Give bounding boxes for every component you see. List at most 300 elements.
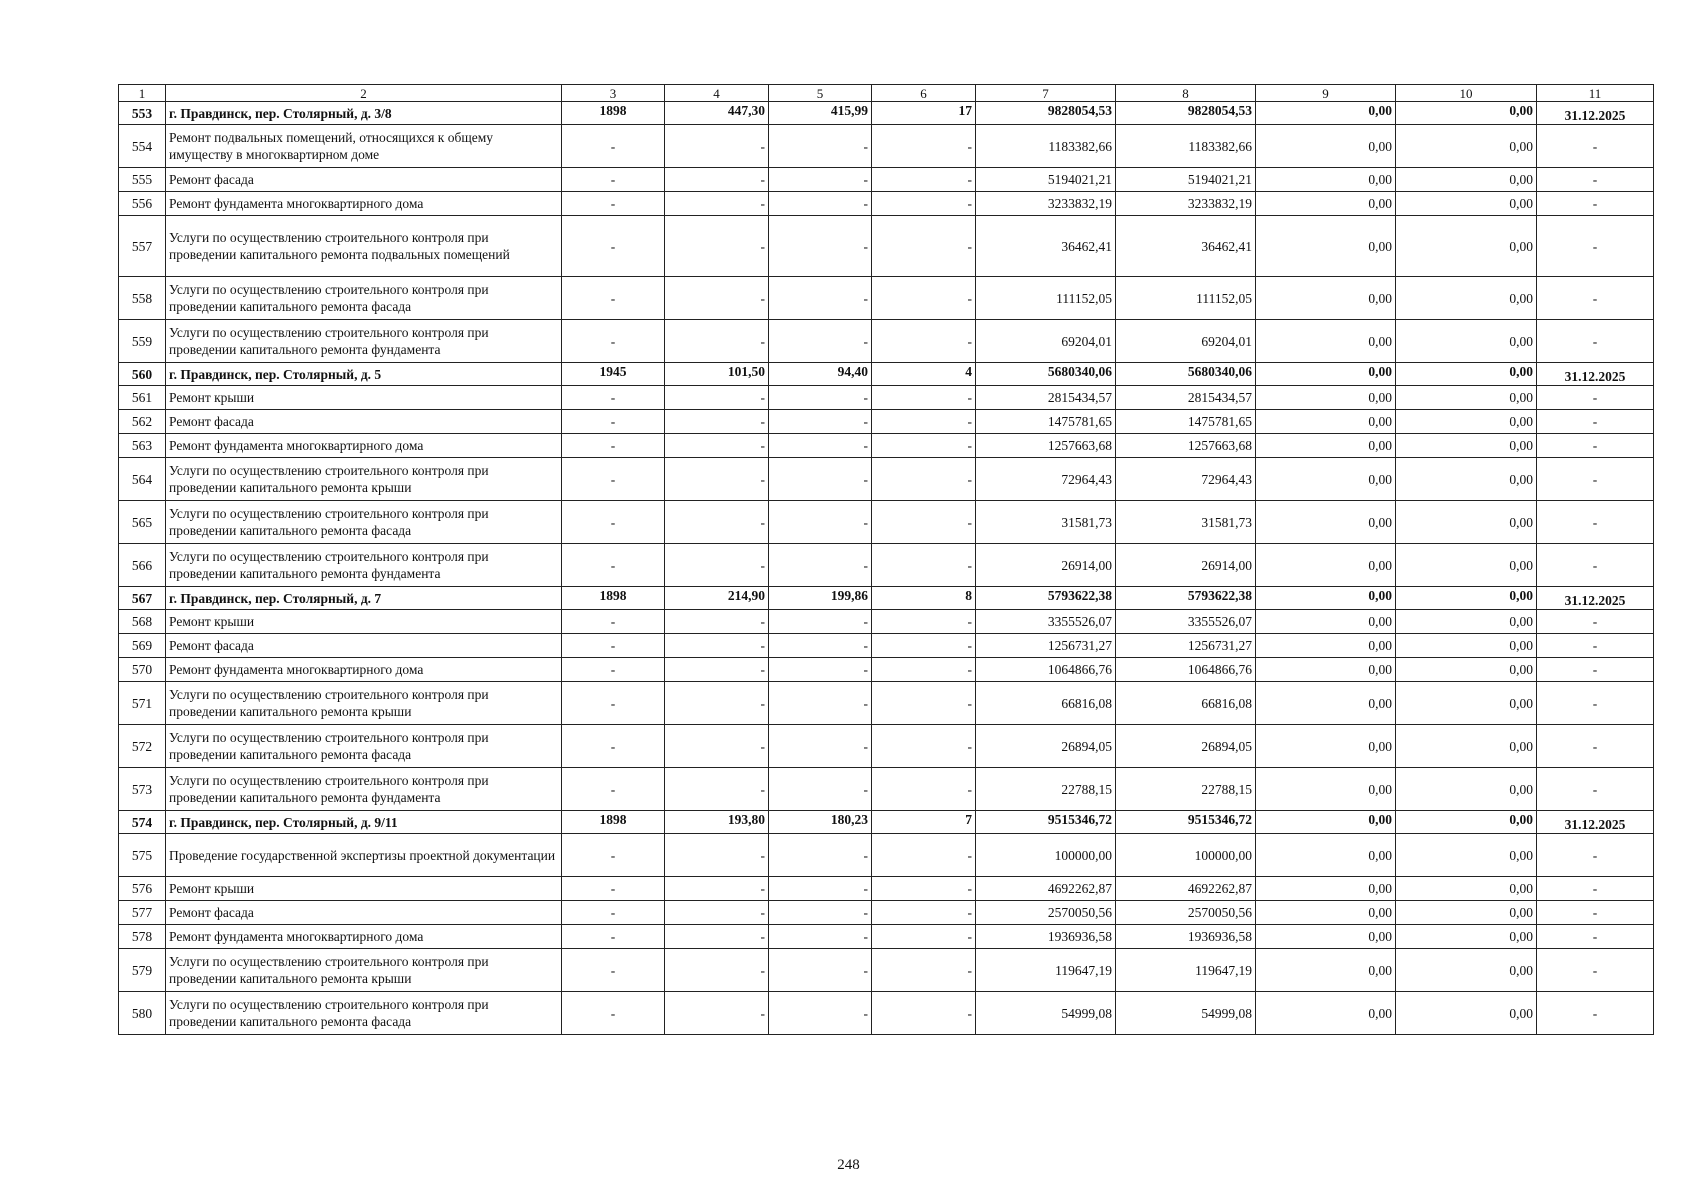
cell-col11: - — [1537, 901, 1654, 925]
cell-col9: 0,00 — [1256, 610, 1396, 634]
cell-col10: 0,00 — [1396, 587, 1537, 610]
cell-col5: - — [769, 216, 872, 277]
cell-col11: - — [1537, 544, 1654, 587]
cell-col10: 0,00 — [1396, 363, 1537, 386]
cell-col6: - — [872, 458, 976, 501]
cell-col5: - — [769, 834, 872, 877]
cell-col7: 1183382,66 — [976, 125, 1116, 168]
work-name: Ремонт крыши — [166, 877, 562, 901]
cell-col3: - — [562, 992, 665, 1035]
cell-col4: - — [665, 658, 769, 682]
cell-col7: 5680340,06 — [976, 363, 1116, 386]
cell-col4: - — [665, 925, 769, 949]
cell-col8: 1257663,68 — [1116, 434, 1256, 458]
cell-col3: - — [562, 725, 665, 768]
cell-col11: - — [1537, 501, 1654, 544]
cell-col5: - — [769, 682, 872, 725]
cell-col3: - — [562, 125, 665, 168]
cell-col3: 1898 — [562, 102, 665, 125]
cell-col8: 31581,73 — [1116, 501, 1256, 544]
cell-col5: - — [769, 434, 872, 458]
cell-col10: 0,00 — [1396, 634, 1537, 658]
cell-col8: 36462,41 — [1116, 216, 1256, 277]
page-number: 248 — [837, 1157, 860, 1173]
table-row — [119, 634, 1654, 658]
work-name: Услуги по осуществлению строительного контроля при проведении капитального ремонта фундамента — [166, 768, 562, 811]
cell-col6: - — [872, 386, 976, 410]
cell-col10: 0,00 — [1396, 725, 1537, 768]
cell-col4: - — [665, 949, 769, 992]
cell-col8: 1475781,65 — [1116, 410, 1256, 434]
cell-col3: - — [562, 386, 665, 410]
cell-col5: 415,99 — [769, 102, 872, 125]
cell-col9: 0,00 — [1256, 125, 1396, 168]
cell-col7: 1256731,27 — [976, 634, 1116, 658]
cell-col7: 72964,43 — [976, 458, 1116, 501]
work-name: Услуги по осуществлению строительного контроля при проведении капитального ремонта фасада — [166, 725, 562, 768]
cell-col4: - — [665, 768, 769, 811]
cell-col4: - — [665, 410, 769, 434]
cell-col4: - — [665, 634, 769, 658]
table-row — [119, 386, 1654, 410]
cell-col11: - — [1537, 768, 1654, 811]
cell-col11: - — [1537, 925, 1654, 949]
cell-col3: - — [562, 949, 665, 992]
cell-col10: 0,00 — [1396, 877, 1537, 901]
cell-col4: - — [665, 544, 769, 587]
work-name: Услуги по осуществлению строительного контроля при проведении капитального ремонта фасада — [166, 992, 562, 1035]
table-row — [119, 458, 1654, 501]
table-row — [119, 992, 1654, 1035]
cell-col7: 1064866,76 — [976, 658, 1116, 682]
cell-col5: - — [769, 610, 872, 634]
cell-col9: 0,00 — [1256, 811, 1396, 834]
cell-col5: - — [769, 901, 872, 925]
cell-col4: - — [665, 901, 769, 925]
cell-col6: - — [872, 877, 976, 901]
cell-col11: - — [1537, 992, 1654, 1035]
cell-col4: 193,80 — [665, 811, 769, 834]
cell-col3: - — [562, 216, 665, 277]
cell-col9: 0,00 — [1256, 949, 1396, 992]
table-row — [119, 192, 1654, 216]
row-number: 576 — [119, 877, 166, 901]
row-number: 575 — [119, 834, 166, 877]
cell-col6: - — [872, 277, 976, 320]
cell-col9: 0,00 — [1256, 725, 1396, 768]
cell-col11: - — [1537, 125, 1654, 168]
cell-col10: 0,00 — [1396, 925, 1537, 949]
cell-col6: - — [872, 682, 976, 725]
cell-col5: - — [769, 768, 872, 811]
cell-col3: - — [562, 277, 665, 320]
cell-col11: - — [1537, 834, 1654, 877]
cell-col8: 69204,01 — [1116, 320, 1256, 363]
cell-col4: - — [665, 834, 769, 877]
row-number: 562 — [119, 410, 166, 434]
cell-col4: - — [665, 682, 769, 725]
cell-col7: 2570050,56 — [976, 901, 1116, 925]
cell-col6: 8 — [872, 587, 976, 610]
cell-col5: - — [769, 877, 872, 901]
row-number: 577 — [119, 901, 166, 925]
row-number: 565 — [119, 501, 166, 544]
cell-col10: 0,00 — [1396, 768, 1537, 811]
cell-col8: 1183382,66 — [1116, 125, 1256, 168]
cell-col6: - — [872, 768, 976, 811]
work-name: Услуги по осуществлению строительного контроля при проведении капитального ремонта фасада — [166, 277, 562, 320]
column-number-header-row — [119, 85, 1654, 102]
cell-col8: 72964,43 — [1116, 458, 1256, 501]
row-number: 567 — [119, 587, 166, 610]
cell-col7: 1257663,68 — [976, 434, 1116, 458]
cell-col8: 1256731,27 — [1116, 634, 1256, 658]
column-header: 11 — [1537, 85, 1654, 102]
cell-col6: - — [872, 901, 976, 925]
cell-col10: 0,00 — [1396, 544, 1537, 587]
table-row — [119, 434, 1654, 458]
row-number: 571 — [119, 682, 166, 725]
row-number: 556 — [119, 192, 166, 216]
cell-col9: 0,00 — [1256, 634, 1396, 658]
cell-col5: - — [769, 658, 872, 682]
cell-col7: 31581,73 — [976, 501, 1116, 544]
work-name: Ремонт фундамента многоквартирного дома — [166, 434, 562, 458]
cell-col11: - — [1537, 610, 1654, 634]
column-header: 4 — [665, 85, 769, 102]
table-row — [119, 658, 1654, 682]
cell-col5: - — [769, 458, 872, 501]
work-name: г. Правдинск, пер. Столярный, д. 9/11 — [166, 811, 562, 834]
cell-col5: 199,86 — [769, 587, 872, 610]
cell-col8: 26914,00 — [1116, 544, 1256, 587]
cell-col8: 5793622,38 — [1116, 587, 1256, 610]
cell-col4: - — [665, 277, 769, 320]
cell-col7: 1475781,65 — [976, 410, 1116, 434]
cell-col4: - — [665, 458, 769, 501]
cell-col5: - — [769, 192, 872, 216]
row-number: 573 — [119, 768, 166, 811]
cell-col8: 9828054,53 — [1116, 102, 1256, 125]
table-row — [119, 216, 1654, 277]
cell-col8: 1064866,76 — [1116, 658, 1256, 682]
cell-col6: - — [872, 949, 976, 992]
cell-col4: 447,30 — [665, 102, 769, 125]
cell-col6: - — [872, 434, 976, 458]
cell-col10: 0,00 — [1396, 992, 1537, 1035]
cell-col5: - — [769, 544, 872, 587]
cell-col3: - — [562, 320, 665, 363]
cell-col5: - — [769, 925, 872, 949]
cell-col9: 0,00 — [1256, 386, 1396, 410]
cell-col7: 9515346,72 — [976, 811, 1116, 834]
work-name: Услуги по осуществлению строительного контроля при проведении капитального ремонта крыши — [166, 949, 562, 992]
cell-col10: 0,00 — [1396, 658, 1537, 682]
address-row — [119, 587, 1654, 610]
work-name: Ремонт фундамента многоквартирного дома — [166, 925, 562, 949]
table-row — [119, 768, 1654, 811]
cell-col3: - — [562, 901, 665, 925]
cell-col8: 54999,08 — [1116, 992, 1256, 1035]
cell-col7: 3233832,19 — [976, 192, 1116, 216]
cell-col4: - — [665, 192, 769, 216]
cell-col11: - — [1537, 192, 1654, 216]
cell-col8: 2815434,57 — [1116, 386, 1256, 410]
column-header: 7 — [976, 85, 1116, 102]
column-header: 9 — [1256, 85, 1396, 102]
table-body — [119, 85, 1654, 1035]
cell-col4: - — [665, 434, 769, 458]
row-number: 554 — [119, 125, 166, 168]
cell-col8: 4692262,87 — [1116, 877, 1256, 901]
cell-col6: - — [872, 725, 976, 768]
work-name: г. Правдинск, пер. Столярный, д. 5 — [166, 363, 562, 386]
work-name: г. Правдинск, пер. Столярный, д. 7 — [166, 587, 562, 610]
column-header: 1 — [119, 85, 166, 102]
table-row — [119, 501, 1654, 544]
cell-col3: - — [562, 501, 665, 544]
row-number: 558 — [119, 277, 166, 320]
cell-col10: 0,00 — [1396, 410, 1537, 434]
cell-col10: 0,00 — [1396, 192, 1537, 216]
cell-col6: 4 — [872, 363, 976, 386]
row-number: 555 — [119, 168, 166, 192]
cell-col11: - — [1537, 458, 1654, 501]
cell-col6: - — [872, 610, 976, 634]
table-row — [119, 877, 1654, 901]
cell-col11: - — [1537, 682, 1654, 725]
row-number: 579 — [119, 949, 166, 992]
cell-col7: 100000,00 — [976, 834, 1116, 877]
cell-col10: 0,00 — [1396, 682, 1537, 725]
cell-col8: 5194021,21 — [1116, 168, 1256, 192]
cell-col6: - — [872, 216, 976, 277]
cell-col10: 0,00 — [1396, 216, 1537, 277]
table-row — [119, 320, 1654, 363]
cell-col4: - — [665, 386, 769, 410]
column-header: 8 — [1116, 85, 1256, 102]
row-number: 578 — [119, 925, 166, 949]
cell-col11: - — [1537, 434, 1654, 458]
cell-col4: - — [665, 125, 769, 168]
cell-col5: - — [769, 992, 872, 1035]
work-name: Ремонт фасада — [166, 410, 562, 434]
row-number: 564 — [119, 458, 166, 501]
cell-col10: 0,00 — [1396, 811, 1537, 834]
cell-col10: 0,00 — [1396, 610, 1537, 634]
row-number: 580 — [119, 992, 166, 1035]
table-row — [119, 901, 1654, 925]
cell-col11: 31.12.2025 — [1537, 587, 1654, 610]
table-row — [119, 834, 1654, 877]
cell-col10: 0,00 — [1396, 501, 1537, 544]
cell-col3: - — [562, 192, 665, 216]
cell-col4: - — [665, 992, 769, 1035]
cell-col3: 1898 — [562, 811, 665, 834]
table-row — [119, 544, 1654, 587]
cell-col8: 3233832,19 — [1116, 192, 1256, 216]
cell-col9: 0,00 — [1256, 501, 1396, 544]
cell-col5: - — [769, 725, 872, 768]
cell-col7: 4692262,87 — [976, 877, 1116, 901]
cell-col7: 3355526,07 — [976, 610, 1116, 634]
row-number: 561 — [119, 386, 166, 410]
cell-col8: 111152,05 — [1116, 277, 1256, 320]
cell-col9: 0,00 — [1256, 192, 1396, 216]
cell-col11: - — [1537, 168, 1654, 192]
cell-col11: - — [1537, 216, 1654, 277]
cell-col9: 0,00 — [1256, 277, 1396, 320]
cell-col11: 31.12.2025 — [1537, 363, 1654, 386]
cell-col10: 0,00 — [1396, 125, 1537, 168]
cell-col8: 9515346,72 — [1116, 811, 1256, 834]
cell-col6: 7 — [872, 811, 976, 834]
work-name: Ремонт подвальных помещений, относящихся к общему имуществу в многоквартирном доме — [166, 125, 562, 168]
work-name: Проведение государственной экспертизы проектной документации — [166, 834, 562, 877]
cell-col5: 94,40 — [769, 363, 872, 386]
cell-col7: 69204,01 — [976, 320, 1116, 363]
cell-col3: - — [562, 925, 665, 949]
cell-col7: 1936936,58 — [976, 925, 1116, 949]
column-header: 3 — [562, 85, 665, 102]
cell-col5: - — [769, 501, 872, 544]
cell-col8: 22788,15 — [1116, 768, 1256, 811]
table-row — [119, 925, 1654, 949]
cell-col7: 26894,05 — [976, 725, 1116, 768]
cell-col10: 0,00 — [1396, 949, 1537, 992]
cell-col3: - — [562, 768, 665, 811]
row-number: 566 — [119, 544, 166, 587]
work-name: г. Правдинск, пер. Столярный, д. 3/8 — [166, 102, 562, 125]
cell-col8: 119647,19 — [1116, 949, 1256, 992]
cell-col7: 111152,05 — [976, 277, 1116, 320]
work-name: Услуги по осуществлению строительного контроля при проведении капитального ремонта фасада — [166, 501, 562, 544]
table-row — [119, 168, 1654, 192]
work-name: Услуги по осуществлению строительного контроля при проведении капитального ремонта крыши — [166, 682, 562, 725]
cell-col7: 66816,08 — [976, 682, 1116, 725]
cell-col7: 5793622,38 — [976, 587, 1116, 610]
cell-col5: - — [769, 410, 872, 434]
cell-col3: - — [562, 458, 665, 501]
cell-col9: 0,00 — [1256, 925, 1396, 949]
row-number: 574 — [119, 811, 166, 834]
cell-col10: 0,00 — [1396, 458, 1537, 501]
cell-col9: 0,00 — [1256, 587, 1396, 610]
cell-col11: - — [1537, 386, 1654, 410]
cell-col4: 101,50 — [665, 363, 769, 386]
work-name: Ремонт крыши — [166, 386, 562, 410]
cell-col7: 2815434,57 — [976, 386, 1116, 410]
cell-col7: 119647,19 — [976, 949, 1116, 992]
cell-col8: 5680340,06 — [1116, 363, 1256, 386]
cell-col4: - — [665, 725, 769, 768]
cell-col3: 1898 — [562, 587, 665, 610]
cell-col10: 0,00 — [1396, 386, 1537, 410]
cell-col9: 0,00 — [1256, 992, 1396, 1035]
work-name: Ремонт фундамента многоквартирного дома — [166, 192, 562, 216]
cell-col9: 0,00 — [1256, 901, 1396, 925]
cell-col3: - — [562, 168, 665, 192]
cell-col3: 1945 — [562, 363, 665, 386]
table-row — [119, 125, 1654, 168]
cell-col3: - — [562, 658, 665, 682]
cell-col3: - — [562, 682, 665, 725]
cell-col11: - — [1537, 877, 1654, 901]
cell-col9: 0,00 — [1256, 658, 1396, 682]
row-number: 569 — [119, 634, 166, 658]
cell-col11: - — [1537, 658, 1654, 682]
cell-col4: - — [665, 216, 769, 277]
cell-col7: 5194021,21 — [976, 168, 1116, 192]
work-name: Ремонт фасада — [166, 901, 562, 925]
cell-col9: 0,00 — [1256, 102, 1396, 125]
cell-col10: 0,00 — [1396, 277, 1537, 320]
cell-col7: 22788,15 — [976, 768, 1116, 811]
cell-col8: 26894,05 — [1116, 725, 1256, 768]
table-row — [119, 610, 1654, 634]
cell-col7: 9828054,53 — [976, 102, 1116, 125]
cell-col8: 3355526,07 — [1116, 610, 1256, 634]
cell-col11: - — [1537, 725, 1654, 768]
cell-col9: 0,00 — [1256, 168, 1396, 192]
row-number: 563 — [119, 434, 166, 458]
cell-col6: - — [872, 544, 976, 587]
work-name: Ремонт крыши — [166, 610, 562, 634]
cell-col9: 0,00 — [1256, 682, 1396, 725]
row-number: 553 — [119, 102, 166, 125]
work-name: Услуги по осуществлению строительного контроля при проведении капитального ремонта фундамента — [166, 544, 562, 587]
cell-col9: 0,00 — [1256, 544, 1396, 587]
address-row — [119, 102, 1654, 125]
cell-col10: 0,00 — [1396, 168, 1537, 192]
cell-col5: - — [769, 277, 872, 320]
cell-col3: - — [562, 834, 665, 877]
capital-repair-table — [118, 84, 1654, 1035]
cell-col8: 66816,08 — [1116, 682, 1256, 725]
cell-col5: - — [769, 386, 872, 410]
row-number: 557 — [119, 216, 166, 277]
cell-col6: - — [872, 320, 976, 363]
table-row — [119, 949, 1654, 992]
cell-col11: - — [1537, 949, 1654, 992]
cell-col7: 54999,08 — [976, 992, 1116, 1035]
cell-col11: - — [1537, 634, 1654, 658]
table-row — [119, 682, 1654, 725]
address-row — [119, 811, 1654, 834]
cell-col5: - — [769, 320, 872, 363]
cell-col6: - — [872, 410, 976, 434]
cell-col10: 0,00 — [1396, 434, 1537, 458]
cell-col10: 0,00 — [1396, 834, 1537, 877]
cell-col9: 0,00 — [1256, 834, 1396, 877]
cell-col4: 214,90 — [665, 587, 769, 610]
table-row — [119, 410, 1654, 434]
column-header: 2 — [166, 85, 562, 102]
cell-col3: - — [562, 634, 665, 658]
cell-col9: 0,00 — [1256, 410, 1396, 434]
cell-col8: 2570050,56 — [1116, 901, 1256, 925]
cell-col6: - — [872, 125, 976, 168]
cell-col10: 0,00 — [1396, 901, 1537, 925]
work-name: Услуги по осуществлению строительного контроля при проведении капитального ремонта фундамента — [166, 320, 562, 363]
cell-col9: 0,00 — [1256, 434, 1396, 458]
cell-col9: 0,00 — [1256, 216, 1396, 277]
cell-col3: - — [562, 877, 665, 901]
cell-col10: 0,00 — [1396, 320, 1537, 363]
cell-col7: 26914,00 — [976, 544, 1116, 587]
table-row — [119, 725, 1654, 768]
cell-col4: - — [665, 877, 769, 901]
